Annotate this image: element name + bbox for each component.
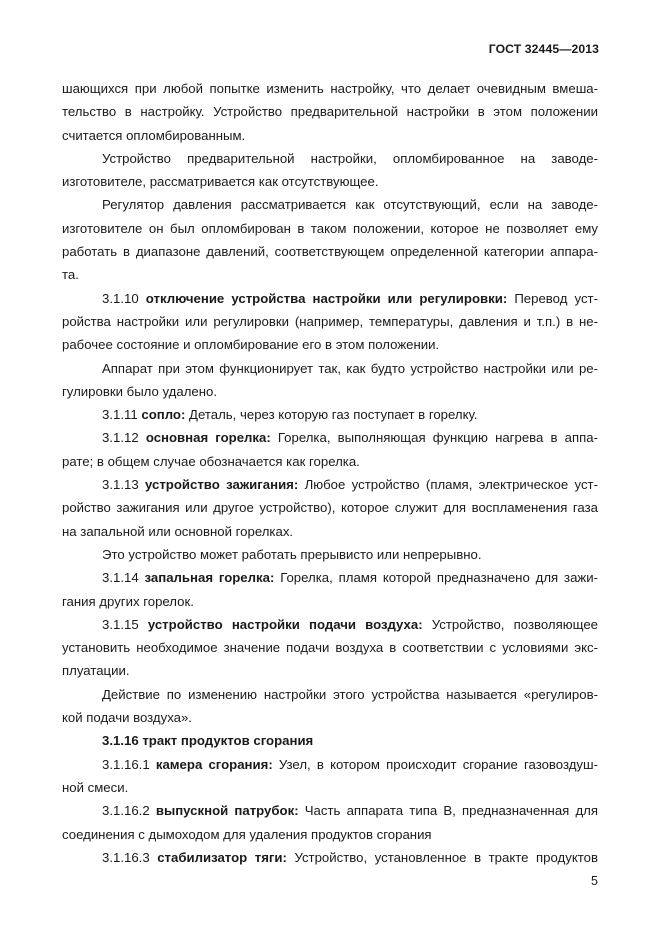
term-bold: отключение устройства настройки или регулировки: xyxy=(145,290,508,306)
text-line xyxy=(62,543,598,566)
text-run: 3.1.16.3 xyxy=(102,849,158,865)
text-run: работать в диапазоне давлений, соответствующем определенной категории аппара- xyxy=(62,244,598,260)
text-run: ройства настройки или регулировки (например, температуры, давления и т.п.) в не- xyxy=(62,313,598,329)
text-line xyxy=(62,823,598,846)
page-number: 5 xyxy=(591,874,598,888)
text-line xyxy=(62,846,598,869)
term-bold: устройство настройки подачи воздуха: xyxy=(147,616,423,632)
text-run: Устройство, установленное в тракте продуктов xyxy=(286,849,598,865)
term-bold: выпускной патрубок: xyxy=(155,803,299,819)
term-bold: устройство зажигания: xyxy=(144,477,299,493)
text-line xyxy=(62,450,598,473)
document-body xyxy=(62,77,598,869)
text-line xyxy=(62,357,598,380)
text-run: Любое устройство (пламя, электрическое уст- xyxy=(298,477,598,493)
text-line xyxy=(62,333,598,356)
text-line xyxy=(62,683,598,706)
text-run: изготовителе, рассматривается как отсутствующее. xyxy=(62,174,379,190)
text-run: Горелка, пламя которой предназначено для зажи- xyxy=(274,570,598,586)
text-line xyxy=(62,590,598,613)
text-run: 3.1.16.2 xyxy=(102,803,156,819)
text-run: Устройство предварительной настройки, опломбированное на заводе- xyxy=(102,150,598,166)
text-line xyxy=(62,217,598,240)
text-run: 3.1.10 xyxy=(102,290,146,306)
text-line xyxy=(62,613,598,636)
text-run: 3.1.11 xyxy=(102,407,142,423)
text-run: на запальной или основной горелках. xyxy=(62,523,294,539)
text-run: Перевод уст- xyxy=(507,290,598,306)
term-bold: основная горелка: xyxy=(145,430,271,446)
text-run: Горелка, выполняющая функцию нагрева в аппа- xyxy=(270,430,598,446)
text-line xyxy=(62,520,598,543)
text-run: плуатации. xyxy=(62,663,130,679)
term-bold: камера сгорания: xyxy=(155,756,273,772)
text-run: Узел, в котором происходит сгорание газовоздуш- xyxy=(272,756,598,772)
text-run: 3.1.13 xyxy=(102,477,145,493)
text-line xyxy=(62,310,598,333)
text-run: 3.1.12 xyxy=(102,430,146,446)
text-run: та. xyxy=(62,267,79,283)
text-line xyxy=(62,799,598,822)
text-run: Устройство, позволяющее xyxy=(422,616,598,632)
text-run: считается опломбированным. xyxy=(62,127,246,143)
term-bold: сопло: xyxy=(141,407,186,423)
text-line xyxy=(62,100,598,123)
text-line xyxy=(62,776,598,799)
text-run: рабочее состояние и опломбирование его в этом положении. xyxy=(62,337,440,353)
text-line xyxy=(62,380,598,403)
text-line xyxy=(62,426,598,449)
text-run: Часть аппарата типа В, предназначенная для xyxy=(298,803,598,819)
text-run: 3.1.14 xyxy=(102,570,145,586)
text-line xyxy=(62,729,598,752)
text-run: изготовителе он был опломбирован в таком положении, которое не позволяет ему xyxy=(62,220,598,236)
text-run: соединения с дымоходом для удаления продуктов сгорания xyxy=(62,826,432,842)
text-line xyxy=(62,473,598,496)
text-run: Регулятор давления рассматривается как отсутствующий, если на заводе- xyxy=(102,197,598,213)
text-run: Аппарат при этом функционирует так, как будто устройство настройки или ре- xyxy=(102,360,598,376)
text-run: 3.1.16.1 xyxy=(102,756,156,772)
text-line xyxy=(62,240,598,263)
text-run: ройство зажигания или другое устройство), которое служит для воспламенения газа xyxy=(62,500,598,516)
text-line xyxy=(62,496,598,519)
text-run: гания других горелок. xyxy=(62,593,194,609)
text-run: кой подачи воздуха». xyxy=(62,710,192,726)
term-bold: 3.1.16 тракт продуктов сгорания xyxy=(102,733,314,749)
text-line xyxy=(62,566,598,589)
text-line xyxy=(62,124,598,147)
text-run: 3.1.15 xyxy=(102,616,148,632)
text-run: рате; в общем случае обозначается как горелка. xyxy=(62,453,360,469)
text-line xyxy=(62,636,598,659)
text-run: шающихся при любой попытке изменить настройку, что делает очевидным вмеша- xyxy=(62,81,598,96)
text-line xyxy=(62,287,598,310)
text-run: установить необходимое значение подачи воздуха в соответствии с условиями экс- xyxy=(62,640,598,656)
text-line xyxy=(62,263,598,286)
text-run: Действие по изменению настройки этого устройства называется «регулиров- xyxy=(102,686,598,702)
document-header: ГОСТ 32445—2013 xyxy=(488,42,599,56)
text-line xyxy=(62,753,598,776)
text-run: Деталь, через которую газ поступает в горелку. xyxy=(185,407,478,423)
text-run: тельство в настройку. Устройство предварительной настройки в этом положении xyxy=(62,104,598,120)
text-run: гулировки было удалено. xyxy=(62,383,218,399)
text-line xyxy=(62,193,598,216)
text-line xyxy=(62,170,598,193)
text-run: ной смеси. xyxy=(62,779,129,795)
term-bold: запальная горелка: xyxy=(144,570,275,586)
text-line xyxy=(62,659,598,682)
text-run: Это устройство может работать прерывисто или непрерывно. xyxy=(102,546,482,562)
text-line xyxy=(62,706,598,729)
text-line xyxy=(62,403,598,426)
term-bold: стабилизатор тяги: xyxy=(157,849,287,865)
text-line xyxy=(62,77,598,100)
text-line xyxy=(62,147,598,170)
